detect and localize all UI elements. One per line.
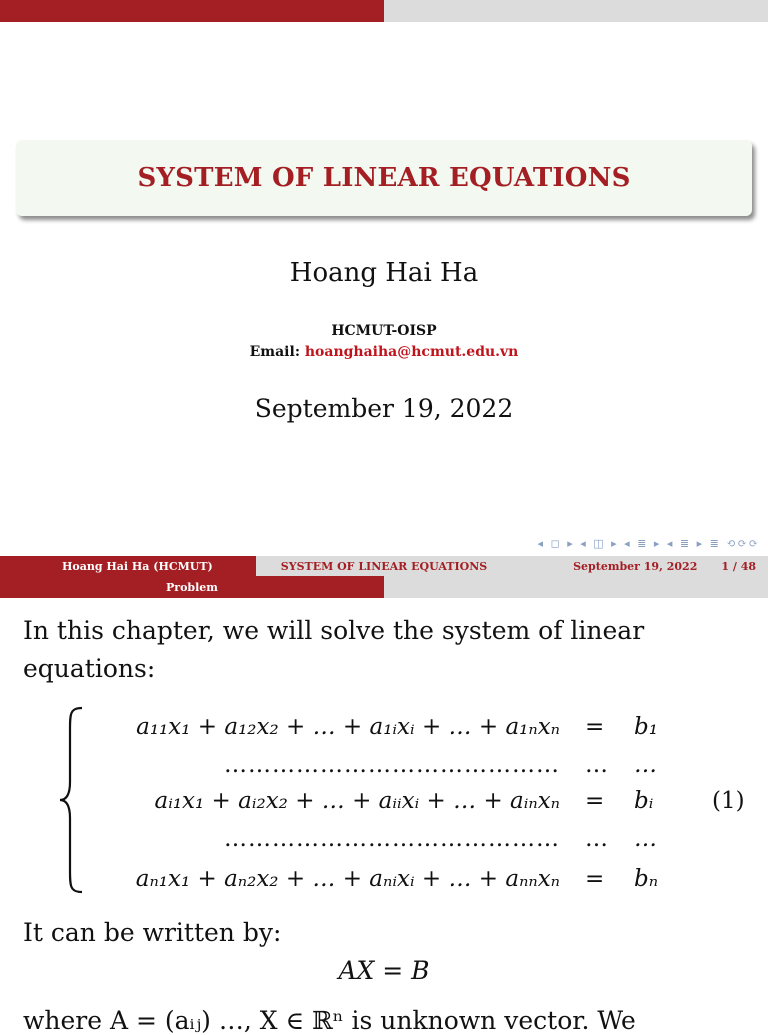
section-header bbox=[0, 576, 384, 598]
equation-rhs: … bbox=[634, 752, 657, 778]
equation-row bbox=[0, 752, 768, 786]
beamer-nav-icons[interactable]: ◂ ◻ ▸ ◂ ◫ ▸ ◂ ≣ ▸ ◂ ≣ ▸ ≣ ⟲⟳⟳ bbox=[537, 537, 760, 550]
institution: HCMUT-OISP bbox=[331, 323, 437, 339]
equation-lhs: aᵢ₁x₁ + aᵢ₂x₂ + … + aᵢᵢxᵢ + … + aᵢₙxₙ bbox=[154, 788, 560, 814]
equation-rhs: … bbox=[634, 826, 657, 852]
equation-rhs: b₁ bbox=[634, 714, 658, 740]
presentation-date: September 19, 2022 bbox=[254, 394, 514, 423]
equation-row bbox=[0, 714, 768, 748]
footer-author: Hoang Hai Ha (HCMUT) bbox=[0, 556, 256, 576]
intro-text: In this chapter, we will solve the system of linear equations: bbox=[23, 616, 645, 683]
equation-sign: = bbox=[585, 714, 605, 740]
equation-number: (1) bbox=[712, 788, 745, 814]
equation-lhs: a₁₁x₁ + a₁₂x₂ + … + a₁ᵢxᵢ + … + a₁ₙxₙ bbox=[136, 714, 560, 740]
footer-bar bbox=[0, 556, 768, 576]
email-label: Email: bbox=[249, 344, 300, 360]
equation-lhs: aₙ₁x₁ + aₙ₂x₂ + … + aₙᵢxᵢ + … + aₙₙxₙ bbox=[135, 866, 560, 892]
cut-off-text: where A = (aᵢⱼ) …, X ∈ ℝⁿ is unknown vector. We bbox=[23, 1006, 636, 1035]
equation-lhs: …………………………………… bbox=[224, 826, 560, 852]
footer-title: SYSTEM OF LINEAR EQUATIONS bbox=[256, 556, 512, 576]
top-bar-left bbox=[0, 0, 384, 22]
slide-title: SYSTEM OF LINEAR EQUATIONS bbox=[137, 163, 631, 193]
footer-right bbox=[512, 556, 768, 576]
top-bar-right bbox=[384, 0, 768, 22]
email-line bbox=[0, 344, 768, 360]
email-link[interactable]: hoanghaiha@hcmut.edu.vn bbox=[304, 344, 519, 360]
author-name: Hoang Hai Ha bbox=[289, 258, 479, 288]
equation-sign: = bbox=[585, 788, 605, 814]
footer-date: September 19, 2022 bbox=[573, 559, 698, 573]
section-header-right bbox=[384, 576, 768, 598]
equation-rhs: bₙ bbox=[634, 866, 659, 892]
matrix-equation: AX = B bbox=[338, 956, 430, 985]
equation-rhs: bᵢ bbox=[634, 788, 654, 814]
equation-row bbox=[0, 866, 768, 900]
section-title: Problem bbox=[166, 580, 218, 594]
equation-row bbox=[0, 788, 768, 822]
equation-lhs: …………………………………… bbox=[224, 752, 560, 778]
equation-sign: … bbox=[585, 826, 608, 852]
equation-sign: … bbox=[585, 752, 608, 778]
equation-sign: = bbox=[585, 866, 605, 892]
equation-row bbox=[0, 826, 768, 860]
written-by-text: It can be written by: bbox=[23, 918, 282, 947]
footer-page: 1 / 48 bbox=[721, 559, 756, 573]
title-box bbox=[16, 140, 752, 216]
